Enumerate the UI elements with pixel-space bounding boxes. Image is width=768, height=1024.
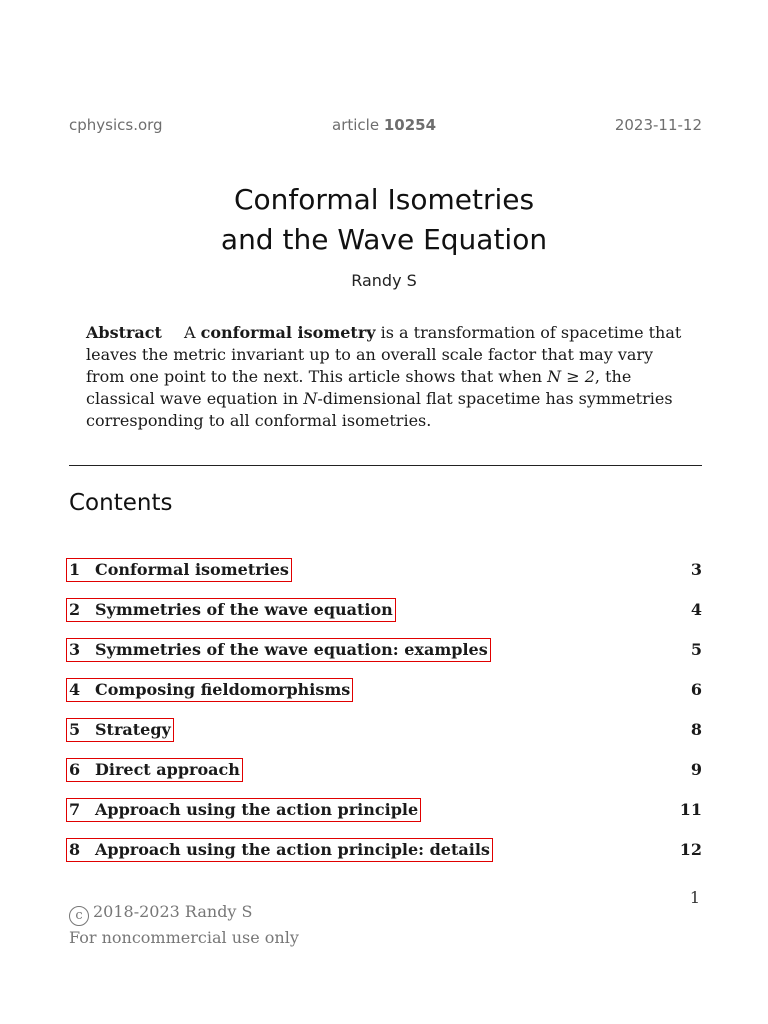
toc-number: 4 [69, 680, 81, 699]
toc-page-number: 5 [690, 640, 702, 659]
abstract-bold-term: conformal isometry [200, 323, 376, 342]
page-footer [69, 900, 299, 949]
toc-link-8[interactable] [66, 838, 493, 862]
page-header [69, 116, 702, 140]
toc-title: Symmetries of the wave equation: examples [95, 640, 488, 659]
abstract-math-2: N [303, 389, 318, 408]
toc-page-number: 4 [690, 600, 702, 619]
toc-title: Composing fieldomorphisms [95, 680, 351, 699]
license-text: For noncommercial use only [69, 928, 299, 947]
toc-link-6[interactable] [66, 758, 243, 782]
toc-page-number: 8 [690, 720, 702, 739]
toc-number: 1 [69, 560, 81, 579]
abstract-math-1: N ≥ 2 [547, 367, 595, 386]
toc-link-7[interactable] [66, 798, 421, 822]
toc-number: 8 [69, 840, 81, 859]
toc-title: Direct approach [95, 760, 240, 779]
toc-number: 2 [69, 600, 81, 619]
toc-link-1[interactable] [66, 558, 292, 582]
copyright-text: 2018-2023 Randy S [93, 902, 253, 921]
article-date: 2023-11-12 [614, 116, 702, 134]
toc-row [66, 758, 704, 798]
abstract-text-3: , the classical wave equation in [86, 367, 632, 408]
toc-number: 3 [69, 640, 81, 659]
toc-title: Approach using the action principle [95, 800, 419, 819]
page-number: 1 [689, 888, 700, 907]
toc-row [66, 638, 704, 678]
toc-page-number: 12 [679, 840, 702, 859]
toc-page-number: 6 [690, 680, 702, 699]
toc-page-number: 3 [690, 560, 702, 579]
toc-row [66, 598, 704, 638]
site-name: cphysics.org [69, 116, 163, 134]
toc-title: Symmetries of the wave equation [95, 600, 393, 619]
toc-title: Approach using the action principle: details [95, 840, 490, 859]
toc-link-3[interactable] [66, 638, 491, 662]
toc-title: Strategy [95, 720, 171, 739]
abstract-text-1: A [183, 323, 201, 342]
title-line-1: Conformal Isometries [233, 183, 535, 216]
paper-title [0, 180, 768, 260]
toc-link-2[interactable] [66, 598, 396, 622]
toc-row [66, 838, 704, 878]
toc-link-4[interactable] [66, 678, 353, 702]
article-number: 10254 [383, 116, 437, 134]
toc-row [66, 798, 704, 838]
toc-number: 6 [69, 760, 81, 779]
toc-link-5[interactable] [66, 718, 174, 742]
abstract-text-4: -dimensional flat spacetime has symmetries corresponding to all conformal isometries. [86, 389, 673, 430]
copyright-line [69, 900, 299, 926]
toc-page-number: 11 [679, 800, 702, 819]
title-line-2: and the Wave Equation [220, 223, 548, 256]
toc-title: Conformal isometries [95, 560, 289, 579]
toc-row [66, 718, 704, 758]
toc-row [66, 678, 704, 718]
article-id [332, 116, 436, 134]
toc-number: 7 [69, 800, 81, 819]
toc-row [66, 558, 704, 598]
abstract-text-2: is a transformation of spacetime that leaves the metric invariant up to an overall scale factor that may vary from one point to the next. This article shows that when [86, 323, 682, 386]
article-label: article [332, 116, 380, 134]
horizontal-rule [69, 465, 702, 466]
abstract [86, 322, 686, 432]
toc-number: 5 [69, 720, 81, 739]
copyright-icon: c [69, 906, 89, 926]
contents-heading: Contents [69, 490, 173, 516]
table-of-contents [66, 558, 704, 878]
abstract-label: Abstract [86, 323, 162, 342]
toc-page-number: 9 [690, 760, 702, 779]
author: Randy S [351, 271, 417, 290]
